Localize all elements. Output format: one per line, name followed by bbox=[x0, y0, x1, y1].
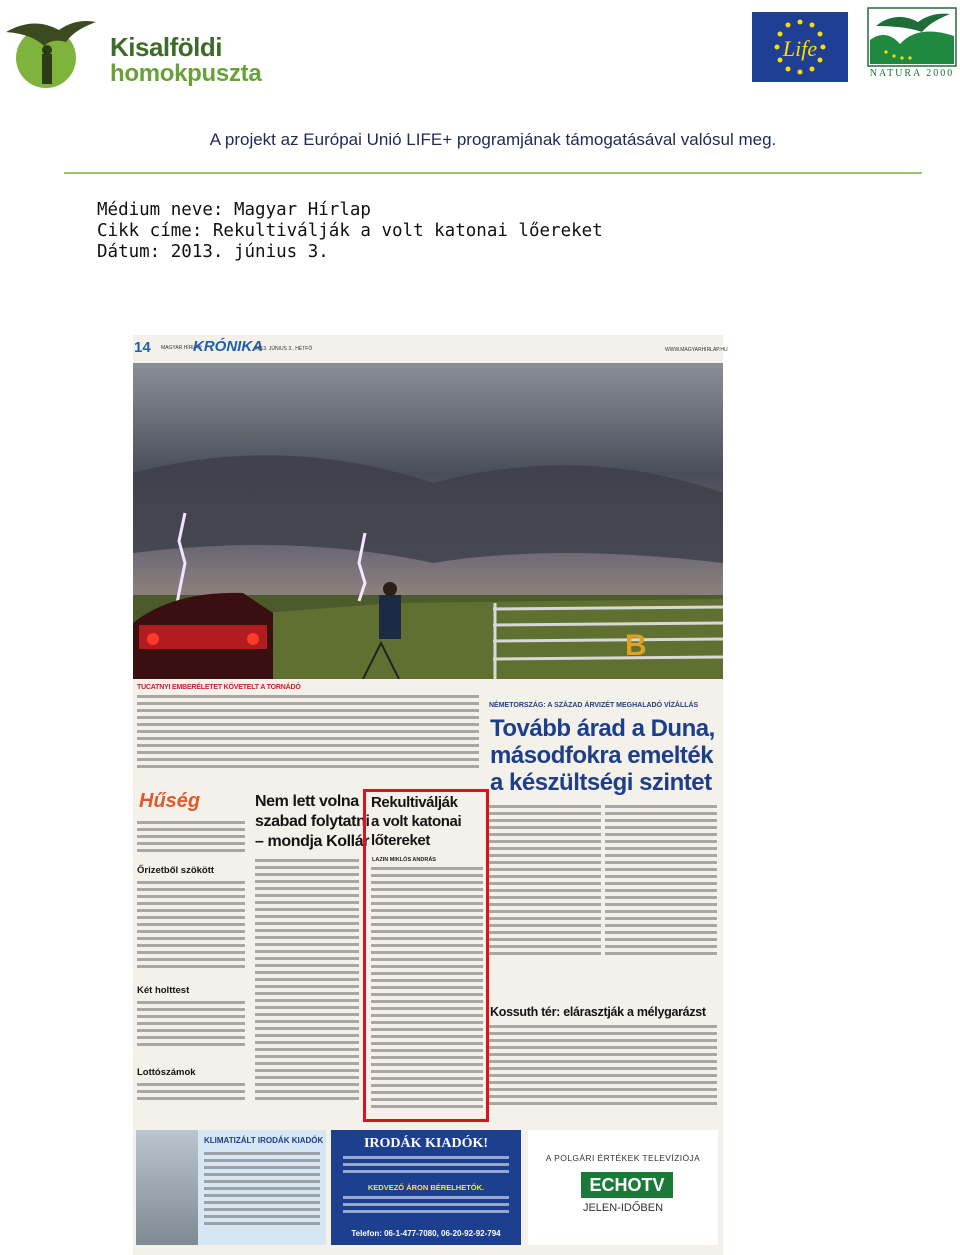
orizetbol-text bbox=[137, 881, 245, 972]
support-statement bbox=[0, 130, 960, 150]
issue-date: 2013. JÚNIUS 3., HÉTFŐ bbox=[255, 346, 313, 352]
germany-kicker: NÉMETORSZÁG: A SZÁZAD ÁRVIZÉT MEGHALADÓ VÍZÁLLÁS bbox=[489, 702, 699, 709]
newspaper-clipping bbox=[133, 335, 728, 1255]
support-text: A projekt az Európai Unió LIFE+ programjának támogatásával valósul meg. bbox=[209, 130, 777, 149]
ad1-title: KLIMATIZÁLT IRODÁK KIADÓK bbox=[204, 1136, 324, 1145]
logo-line-2: homokpuszta bbox=[110, 60, 262, 87]
page-number: 14 bbox=[134, 339, 151, 356]
page-header bbox=[133, 335, 728, 363]
ad2-phone: Telefon: 06-1-477-7080, 06-20-92-92-794 bbox=[351, 1229, 501, 1238]
logo-line-1: Kisalföldi bbox=[110, 32, 223, 62]
germany-headline-line-2: másodfokra emelték bbox=[490, 742, 714, 769]
nem-lett-line-3: – mondja Kollár bbox=[255, 833, 370, 850]
ad2-text bbox=[343, 1156, 509, 1177]
huseg-text bbox=[137, 821, 245, 856]
nem-lett-text bbox=[255, 859, 359, 1104]
echotv-logo: ECHOTV bbox=[581, 1172, 673, 1198]
orizetbol-heading: Őrizetből szökött bbox=[137, 865, 215, 876]
germany-headline-line-3: a készültségi szintet bbox=[490, 769, 712, 796]
huseg-heading: Hűség bbox=[139, 790, 201, 812]
paper-name: MAGYAR HÍRLAP bbox=[161, 345, 202, 351]
storm-title: TUCATNYI EMBERÉLETET KÖVETELT A TORNÁDÓ bbox=[137, 684, 301, 691]
eu-stars-icon bbox=[752, 12, 848, 82]
medium-name: Médium neve: Magyar Hírlap bbox=[97, 200, 371, 220]
rekult-headline bbox=[371, 793, 461, 850]
rekult-text bbox=[371, 867, 483, 1112]
ad2-subtitle: KEDVEZŐ ÁRON BÉRELHETŐK. bbox=[367, 1183, 485, 1192]
section-name: KRÓNIKA bbox=[193, 338, 263, 355]
paper-website: WWW.MAGYARHIRLAP.HU bbox=[665, 347, 728, 353]
advertisement-row bbox=[133, 1120, 723, 1246]
nem-lett-line-1: Nem lett volna bbox=[255, 793, 359, 810]
ket-holttest-text bbox=[137, 1001, 245, 1050]
germany-col-2 bbox=[605, 805, 717, 959]
article-date: Dátum: 2013. június 3. bbox=[97, 242, 329, 262]
nem-lett-line-2: szabad folytatni bbox=[255, 813, 370, 830]
storm-body-text bbox=[137, 695, 479, 772]
storm-article bbox=[133, 681, 483, 781]
ket-holttest-heading: Két holttest bbox=[137, 985, 190, 996]
eagle-hunter-icon bbox=[4, 8, 99, 90]
nem-lett-headline bbox=[255, 792, 370, 852]
kisalfoldi-homokpuszta-logo bbox=[4, 8, 264, 92]
lottoszamok-heading: Lottószámok bbox=[137, 1067, 196, 1078]
natura-text: NATURA 2000 bbox=[869, 68, 955, 79]
rekult-line-1: Rekultiválják bbox=[371, 794, 458, 811]
ad3-title: A POLGÁRI ÉRTÉKEK TELEVÍZIÓJA bbox=[545, 1153, 701, 1163]
rekult-line-2: a volt katonai bbox=[371, 813, 462, 830]
ad3-tagline: JELEN-IDŐBEN bbox=[582, 1202, 664, 1214]
ad-irodak-kiadok bbox=[331, 1130, 521, 1245]
header-divider bbox=[64, 172, 922, 174]
ad-echotv bbox=[528, 1130, 718, 1245]
article-metadata bbox=[97, 200, 603, 263]
ad-klimatizalt-irodak bbox=[136, 1130, 326, 1245]
building-photo bbox=[136, 1130, 198, 1245]
ad2-title: IRODÁK KIADÓK! bbox=[363, 1136, 489, 1151]
rekult-line-3: lőtereket bbox=[371, 832, 430, 849]
eu-life-logo bbox=[752, 12, 848, 82]
kossuth-text bbox=[489, 1025, 717, 1109]
kossuth-headline: Kossuth tér: elárasztják a mélygarázst bbox=[490, 1005, 706, 1019]
article-title: Cikk címe: Rekultiválják a volt katonai lőereket bbox=[97, 221, 603, 241]
germany-headline bbox=[490, 715, 715, 796]
rekult-byline: LAZIN MIKLÓS ANDRÁS bbox=[372, 857, 436, 863]
svg-text:B: B bbox=[625, 629, 647, 662]
natura-2000-logo bbox=[866, 6, 958, 84]
germany-headline-line-1: Tovább árad a Duna, bbox=[490, 715, 715, 742]
storm-photo bbox=[133, 363, 723, 679]
ad1-text bbox=[204, 1152, 320, 1229]
germany-col-1 bbox=[489, 805, 601, 959]
svg-text:Life: Life bbox=[782, 36, 818, 61]
ad2-text-2 bbox=[343, 1196, 509, 1217]
lottoszamok-text bbox=[137, 1083, 245, 1104]
